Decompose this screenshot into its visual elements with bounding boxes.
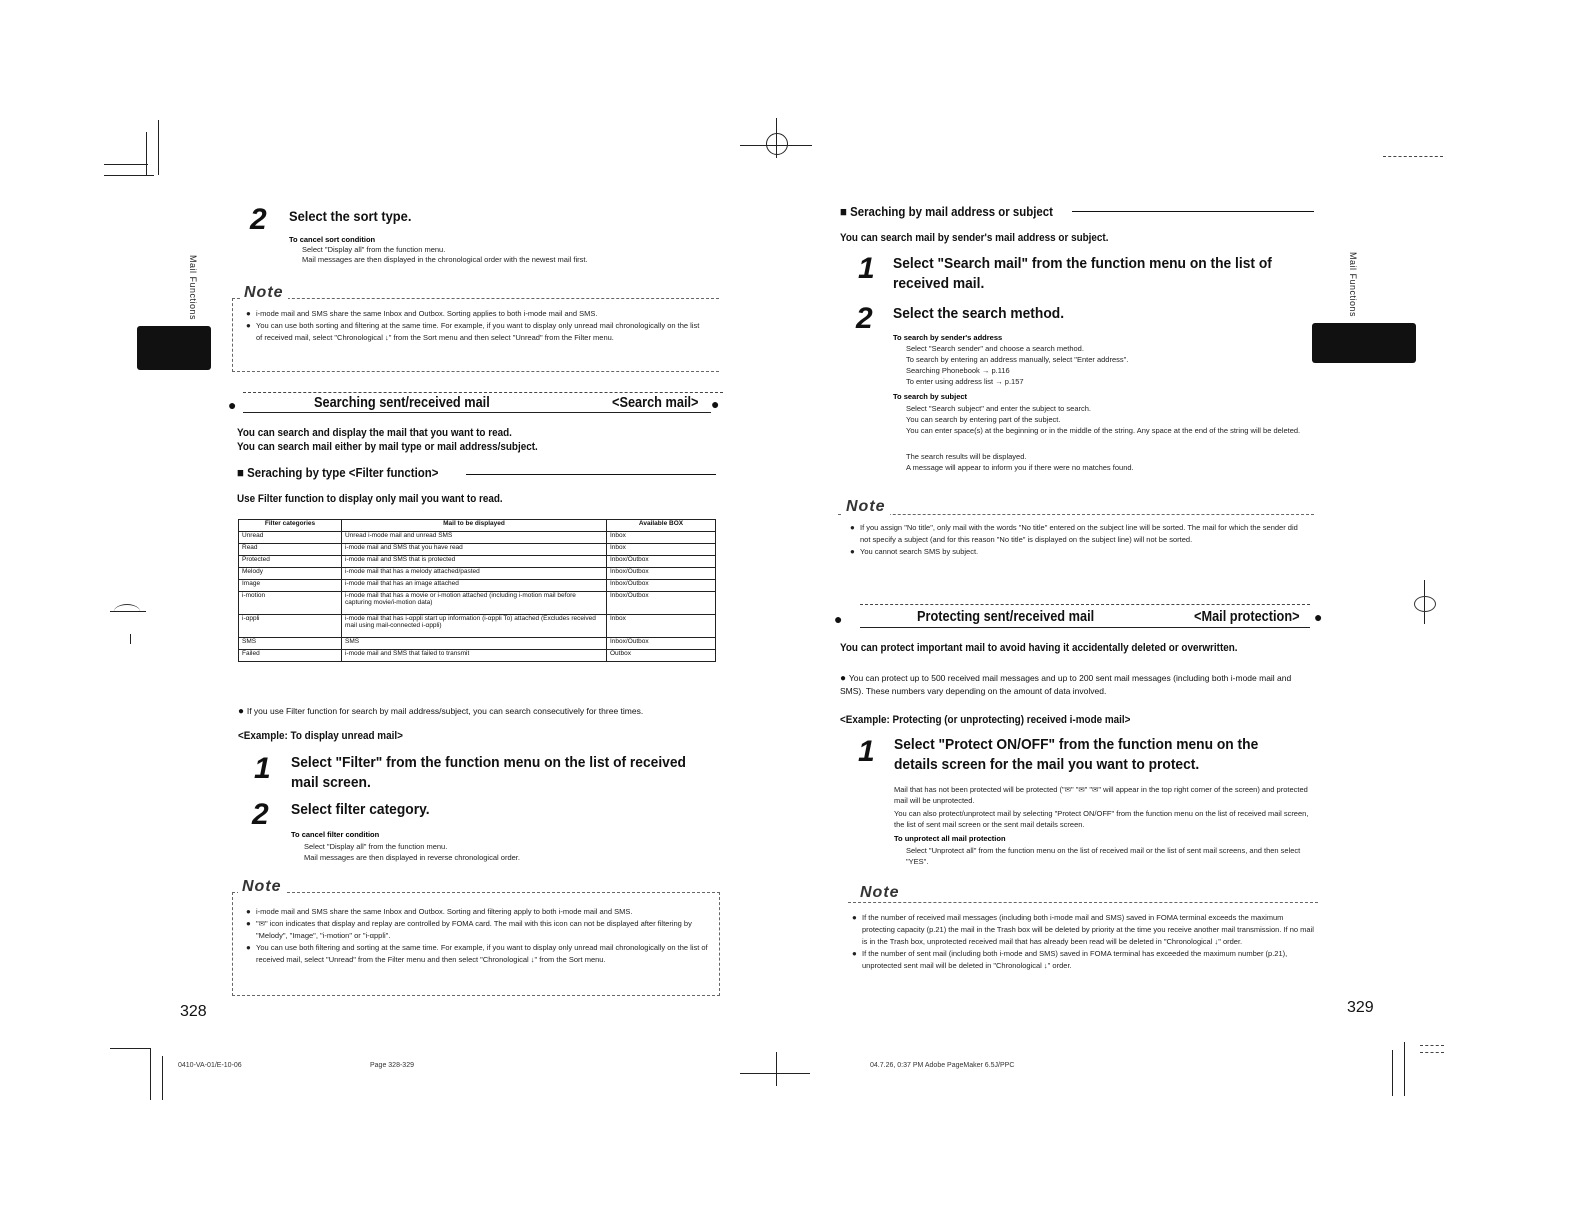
table-cell: Inbox (607, 544, 716, 556)
section-tag-protect: <Mail protection> (1194, 608, 1300, 625)
address-heading-rule (1072, 211, 1314, 212)
table-cell: Inbox (607, 532, 716, 544)
step-2b-title: Select filter category. (291, 801, 430, 818)
table-header: Mail to be displayed (342, 520, 607, 532)
table-cell: Read (239, 544, 342, 556)
section-bottom-rule (860, 627, 1310, 628)
section-title-protect: Protecting sent/received mail (917, 608, 1095, 625)
example-heading: <Example: To display unread mail> (238, 730, 403, 742)
filter-heading-rule (466, 474, 716, 475)
subject-line: The search results will be displayed. (906, 452, 1027, 461)
table-row (239, 580, 716, 592)
subject-line: Select "Search subject" and enter the subject to search. (906, 404, 1092, 413)
note-item: ● "✉" icon indicates that display and replay are controlled by FOMA card. The mail with this icon can not be displayed after filtering by "Melody", "Image", "i-motion" or "i-αppli". (246, 918, 708, 942)
table-cell: Inbox/Outbox (607, 638, 716, 650)
side-label-left: Mail Functions (188, 255, 198, 321)
table-cell: i-mode mail that has a movie or i-motion attached (including i-motion mail before capturing movie/i-motion data) (342, 592, 607, 615)
table-row (239, 592, 716, 615)
table-cell: Protected (239, 556, 342, 568)
cancel-sort-line1: Select "Display all" from the function menu. (302, 245, 446, 254)
table-cell: Outbox (607, 650, 716, 662)
sender-line: To enter using address list → p.157 (906, 377, 1024, 386)
address-lead: You can search mail by sender's mail address or subject. (840, 232, 1109, 244)
table-cell: Inbox/Outbox (607, 580, 716, 592)
step-2r-number: 2 (856, 302, 873, 335)
unprotect-head: To unprotect all mail protection (894, 834, 1006, 843)
table-cell: i-motion (239, 592, 342, 615)
note-item: ● If you assign "No title", only mail with the words "No title" entered on the subject line will be sorted. The mail for which the sender did not specify a subject (and for this reason "No title" is displayed on the subject line) will not be sorted. (850, 522, 1306, 546)
filter-heading: ■ Seraching by type <Filter function> (237, 465, 439, 480)
intro-line-2: You can search mail either by mail type or mail address/subject. (237, 441, 538, 453)
cancel-sort-line2: Mail messages are then displayed in the chronological order with the newest mail first. (302, 255, 588, 264)
step-1r-title: Select "Search mail" from the function menu on the list of received mail. (893, 255, 1272, 292)
note-list-right-1 (850, 522, 1306, 558)
footer-right: 04.7.26, 0:37 PM Adobe PageMaker 6.5J/PPC (870, 1062, 1015, 1069)
table-cell: i-mode mail and SMS that you have read (342, 544, 607, 556)
apple-icon: ● (711, 396, 720, 412)
page-number-left: 328 (180, 1003, 207, 1020)
table-row (239, 544, 716, 556)
note-item: ● If the number of received mail messages (including both i-mode mail and SMS) saved in FOMA terminal exceeds the maximum protecting capacity (p.21) the mail in the Trash box will be deleted by priority at the time you receive another mail transmission. If no mail is in the Trash box, unprotected received mail that has already been read will be deleted in "Chronological ↓" order. (852, 912, 1314, 948)
note-item: ● You can use both filtering and sorting at the same time. For example, if you want to display only unread mail chronologically on the list of received mail, select "Unread" from the Filter menu and then select "Chronological ↓" from the Sort menu. (246, 942, 708, 966)
table-cell: Image (239, 580, 342, 592)
subject-line: You can search by entering part of the subject. (906, 415, 1061, 424)
table-header-row (239, 520, 716, 532)
cancel-sort-head: To cancel sort condition (289, 235, 376, 244)
apple-icon: ● (1314, 609, 1323, 625)
note-icon: Note (238, 878, 286, 896)
chapter-tab-right (1312, 323, 1416, 363)
step-1b-title: Select "Protect ON/OFF" from the function menu on the details screen for the mail you want to protect. (894, 736, 1259, 773)
table-cell: Failed (239, 650, 342, 662)
note-list-left-1 (246, 308, 704, 344)
step-2r-title: Select the search method. (893, 305, 1065, 322)
cancel-filter-line2: Mail messages are then displayed in reverse chronological order. (304, 853, 520, 862)
by-sender-head: To search by sender's address (893, 333, 1003, 342)
table-cell: i-mode mail and SMS that is protected (342, 556, 607, 568)
note-item: ● You cannot search SMS by subject. (850, 546, 1306, 558)
note-item: ● If the number of sent mail (including both i-mode and SMS) saved in FOMA terminal has exceeded the maximum number (p.21), unprotected sent mail will be deleted in "Chronological ↓" order. (852, 948, 1314, 972)
chapter-tab-left (137, 326, 211, 370)
table-cell: i-mode mail that has i-αppli start up information (i-αppli To) attached (Excludes received mail using mail-connected i-αppli) (342, 615, 607, 638)
cancel-filter-line1: Select "Display all" from the function menu. (304, 842, 448, 851)
table-row (239, 615, 716, 638)
filter-lead: Use Filter function to display only mail you want to read. (237, 493, 503, 505)
note-item: ● You can use both sorting and filtering at the same time. For example, if you want to display only unread mail chronologically on the list of received mail, select "Chronological ↓" from the Sort menu and then select "Unread" from the Filter menu. (246, 320, 704, 344)
table-row (239, 638, 716, 650)
note-item: ● i-mode mail and SMS share the same Inbox and Outbox. Sorting and filtering apply to both i-mode mail and SMS. (246, 906, 708, 918)
table-cell: i-mode mail and SMS that failed to transmit (342, 650, 607, 662)
step-1-title: Select "Filter" from the function menu on the list of received mail screen. (291, 754, 686, 791)
address-heading: ■ Seraching by mail address or subject (840, 204, 1053, 219)
footer-mid: Page 328-329 (370, 1062, 414, 1069)
table-header: Filter categories (239, 520, 342, 532)
note-icon: Note (856, 884, 904, 902)
protect-line: Mail that has not been protected will be protected ("✉" "✉" "✉" will appear in the top right corner of the screen) and protected mail will be unprotected. (894, 785, 1308, 805)
step-1r-number: 1 (858, 252, 875, 285)
note-list-left-2 (246, 906, 708, 966)
protect-line: You can also protect/unprotect mail by selecting "Protect ON/OFF" from the function menu on the list of received mail screen, the list of sent mail screen or the sent mail details screen. (894, 809, 1309, 829)
table-cell: i-mode mail that has a melody attached/pasted (342, 568, 607, 580)
sender-line: Select "Search sender" and choose a search method. (906, 344, 1084, 353)
subject-line: A message will appear to inform you if there were no matches found. (906, 463, 1134, 472)
step-2b-number: 2 (252, 798, 269, 831)
bullet-circle-icon: ● (834, 611, 843, 627)
section-tag-search: <Search mail> (612, 394, 699, 411)
step-2-title: Select the sort type. (289, 208, 412, 224)
table-header: Available BOX (607, 520, 716, 532)
table-cell: SMS (239, 638, 342, 650)
example-heading-right: <Example: Protecting (or unprotecting) received i-mode mail> (840, 714, 1131, 726)
table-cell: Inbox/Outbox (607, 592, 716, 615)
table-cell: Inbox/Outbox (607, 556, 716, 568)
sender-line: To search by entering an address manually, select "Enter address". (906, 355, 1129, 364)
table-cell: Unread (239, 532, 342, 544)
note-list-right-2 (852, 912, 1314, 972)
table-row (239, 650, 716, 662)
after-table-note: ● If you use Filter function for search by mail address/subject, you can search consecutively for three times. (238, 706, 644, 717)
bullet-circle-icon: ● (228, 397, 237, 413)
note-icon: Note (842, 498, 890, 516)
protect-bullet: ● You can protect up to 500 received mail messages and up to 200 sent mail messages (including both i-mode mail and SMS). These numbers vary depending on the amount of data involved. (840, 673, 1292, 696)
table-cell: Melody (239, 568, 342, 580)
step-1b-number: 1 (858, 735, 875, 768)
table-cell: Inbox/Outbox (607, 568, 716, 580)
table-cell: i-αppli (239, 615, 342, 638)
table-cell: Inbox (607, 615, 716, 638)
subject-line: You can enter space(s) at the beginning or in the middle of the string. Any space at the end of the string will be deleted. (906, 426, 1301, 435)
table-row (239, 568, 716, 580)
intro-line-1: You can search and display the mail that you want to read. (237, 427, 512, 439)
step-1-number: 1 (254, 752, 271, 785)
section-top-rule (243, 392, 723, 393)
note-icon: Note (240, 284, 288, 302)
protect-intro: You can protect important mail to avoid having it accidentally deleted or overwritten. (840, 642, 1238, 654)
footer-left: 0410-VA-01/E-10-06 (178, 1062, 242, 1069)
unprotect-line: Select "Unprotect all" from the function menu on the list of received mail or the list of sent mail screens, and then select "YES". (906, 846, 1301, 866)
table-row (239, 556, 716, 568)
by-subject-head: To search by subject (893, 392, 968, 401)
table-row (239, 532, 716, 544)
table-cell: SMS (342, 638, 607, 650)
side-label-right: Mail Functions (1348, 252, 1358, 318)
note-item: ● i-mode mail and SMS share the same Inbox and Outbox. Sorting applies to both i-mode mail and SMS. (246, 308, 704, 320)
table-cell: Unread i-mode mail and unread SMS (342, 532, 607, 544)
table-cell: i-mode mail that has an image attached (342, 580, 607, 592)
section-bottom-rule (243, 412, 711, 413)
section-top-rule (860, 604, 1310, 605)
sender-line: Searching Phonebook → p.116 (906, 366, 1010, 375)
filter-table (238, 519, 716, 662)
cancel-filter-head: To cancel filter condition (291, 830, 380, 839)
step-2-number: 2 (250, 203, 267, 236)
section-title-search: Searching sent/received mail (314, 394, 490, 411)
page-number-right: 329 (1347, 999, 1374, 1016)
